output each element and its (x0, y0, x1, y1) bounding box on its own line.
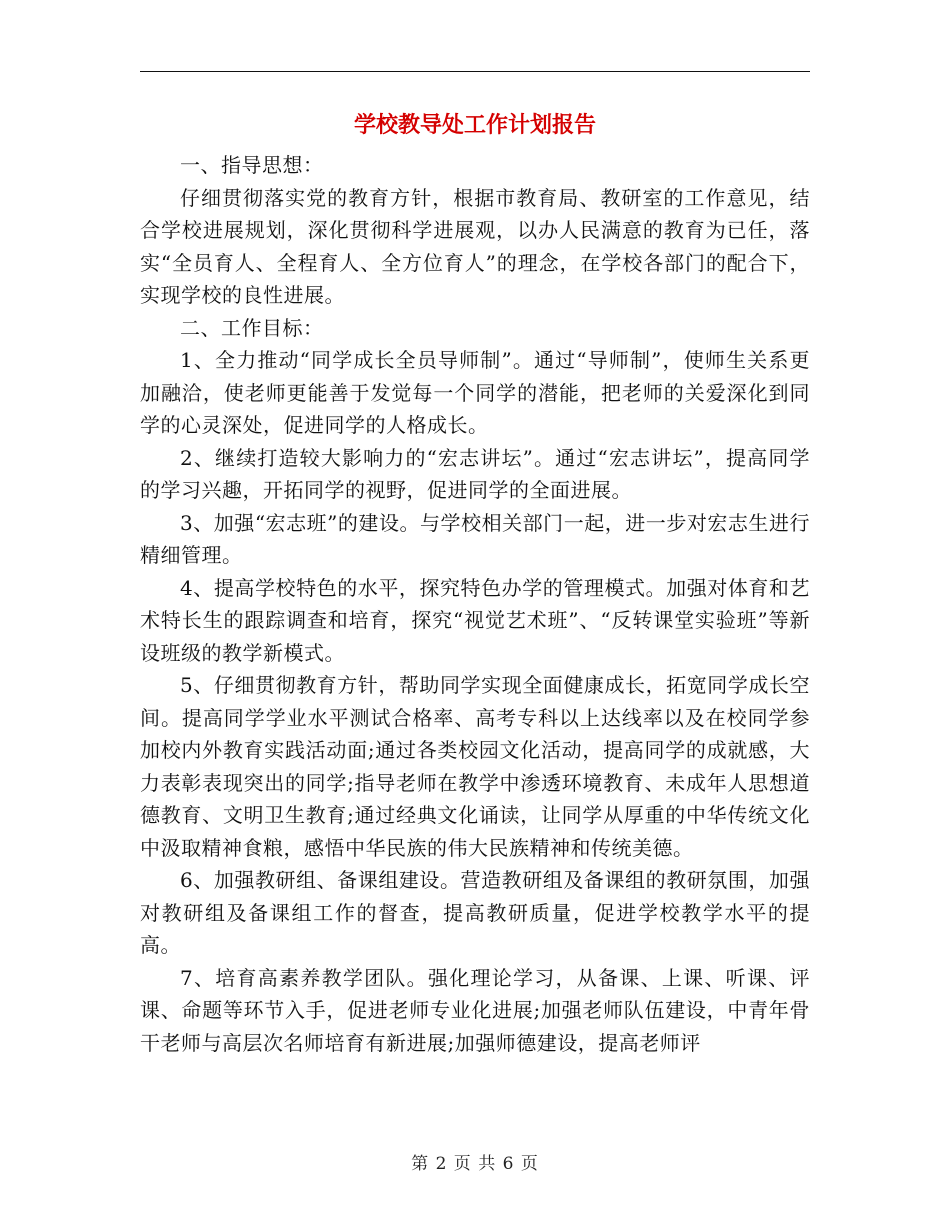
paragraph-goal-2: 2、继续打造较大影响力的“宏志讲坛”。通过“宏志讲坛”，提高同学的学习兴趣，开拓同学的视野，促进同学的全面进展。 (140, 445, 810, 502)
paragraph-goal-6: 6、加强教研组、备课组建设。营造教研组及备课组的教研氛围，加强对教研组及备课组工作的督查，提高教研质量，促进学校教学水平的提高。 (140, 868, 810, 957)
paragraph-goal-7: 7、培育高素养教学团队。强化理论学习，从备课、上课、听课、评课、命题等环节入手，促进老师专业化进展;加强老师队伍建设，中青年骨干老师与高层次名师培育有新进展;加强师德建设，提高老师评 (140, 965, 810, 1055)
document-body (140, 149, 810, 1059)
paragraph-goal-5: 5、仔细贯彻教育方针，帮助同学实现全面健康成长，拓宽同学成长空间。提高同学学业水平测试合格率、高考专科以上达线率以及在校同学参加校内外教育实践活动面;通过各类校园文化活动，提高同学的成就感，大力表彰表现突出的同学;指导老师在教学中渗透环境教育、未成年人思想道德教育、文明卫生教育;通过经典文化诵读，让同学从厚重的中华传统文化中汲取精神食粮，感悟中华民族的伟大民族精神和传统美德。 (140, 673, 810, 860)
paragraph-goal-1: 1、全力推动“同学成长全员导师制”。通过“导师制”，使师生关系更加融洽，使老师更能善于发觉每一个同学的潜能，把老师的关爱深化到同学的心灵深处，促进同学的人格成长。 (140, 348, 810, 437)
paragraph-guiding-ideology: 仔细贯彻落实党的教育方针，根据市教育局、教研室的工作意见，结合学校进展规划，深化贯彻科学进展观，以办人民满意的教育为已任，落实“全员育人、全程育人、全方位育人”的理念，在学校各部门的配合下，实现学校的良性进展。 (140, 185, 810, 307)
page-number-footer: 第 2 页 共 6 页 (411, 1154, 539, 1174)
document-title: 学校教导处工作计划报告 (353, 113, 596, 138)
header-rule (140, 71, 810, 72)
paragraph-goal-4: 4、提高学校特色的水平，探究特色办学的管理模式。加强对体育和艺术特长生的跟踪调查和培育，探究“视觉艺术班”、“反转课堂实验班”等新设班级的教学新模式。 (140, 575, 810, 665)
paragraph-goal-3: 3、加强“宏志班”的建设。与学校相关部门一起，进一步对宏志生进行精细管理。 (140, 510, 810, 567)
heading-work-goals: 二、工作目标： (180, 315, 324, 340)
heading-guiding-ideology: 一、指导思想： (180, 153, 324, 177)
